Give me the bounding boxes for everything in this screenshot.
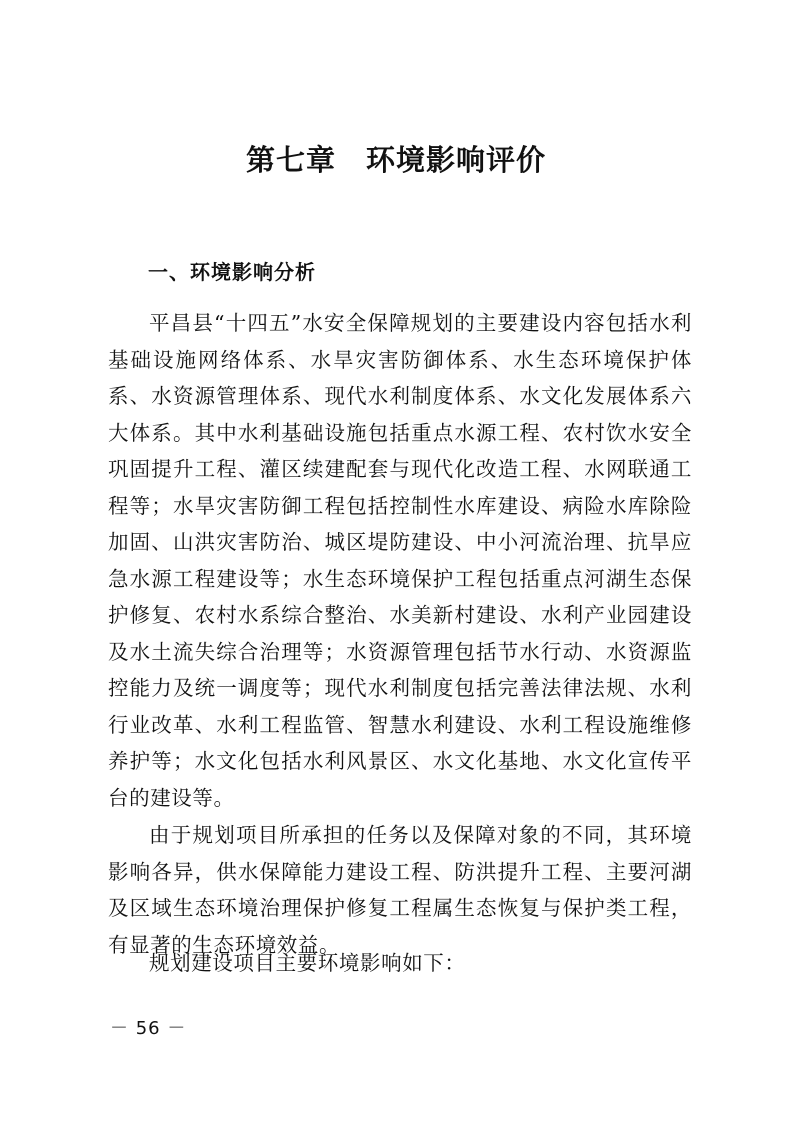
page-number: － 56 － — [110, 1018, 187, 1039]
section-heading: 一、环境影响分析 — [148, 260, 316, 284]
body-paragraph-3: 规划建设项目主要环境影响如下： — [149, 951, 466, 975]
body-paragraph-2: 由于规划项目所承担的任务以及保障对象的不同，其环境影响各异，供水保障能力建设工程、防洪提升工程、主要河湖及区域生态环境治理保护修复工程属生态恢复与保护类工程，有显著的生态环境效益。 — [108, 823, 692, 957]
body-paragraph-1: 平昌县“十四五”水安全保障规划的主要建设内容包括水利基础设施网络体系、水旱灾害防御体系、水生态环境保护体系、水资源管理体系、现代水利制度体系、水文化发展体系六大体系。其中水利基础设施包括重点水源工程、农村饮水安全巩固提升工程、灌区续建配套与现代化改造工程、水网联通工程等；水旱灾害防御工程包括控制性水库建设、病险水库除险加固、山洪灾害防治、城区堤防建设、中小河流治理、抗旱应急水源工程建设等；水生态环境保护工程包括重点河湖生态保护修复、农村水系综合整治、水美新村建设、水利产业园建设及水土流失综合治理等；水资源管理包括节水行动、水资源监控能力及统一调度等；现代水利制度包括完善法律法规、水利行业改革、水利工程监管、智慧水利建设、水利工程设施维修养护等；水文化包括水利风景区、水文化基地、水文化宣传平台的建设等。 — [108, 311, 692, 810]
chapter-title: 第七章 环境影响评价 — [245, 143, 546, 177]
